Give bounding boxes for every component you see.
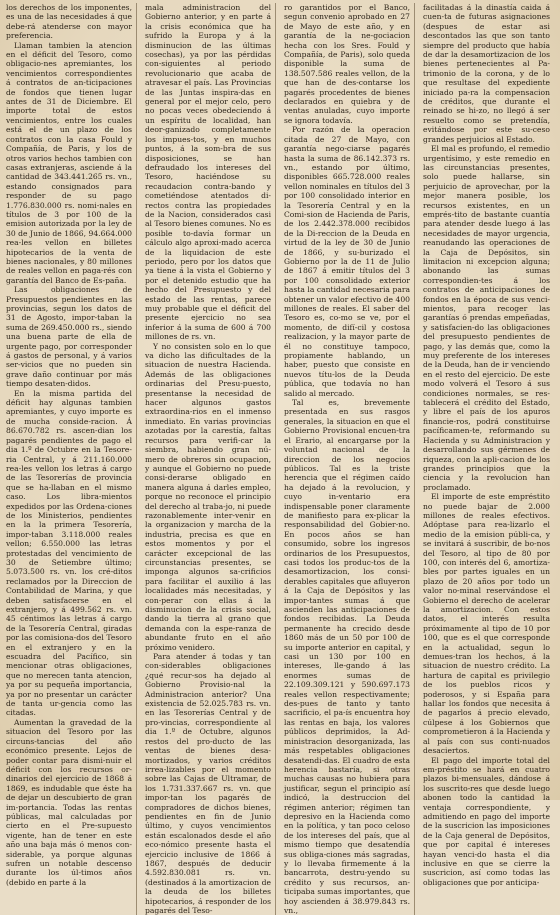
column-3 xyxy=(284,3,415,915)
paragraph: Llaman tambien la atencion en el déficit del Tesoro, como obligacio-nes apremiantes, los vencimientos correspondientes á contratos de an-ticipaciones de fondos que tienen lugar antes de 31 de Diciembre. El importe total de estos vencimientos, entre los cuales está el de un plazo de los contratos con la casa Fould y Compañía, de Paris, y los de otros varios hechos tambien con casas extranjeras, asciende á la cantidad de 343.441.265 rs. vn., estando consignados para responder de su pago 1.776.830.000 rs. nomi-nales en títulos de 3 por 100 de la emision autorizada por la ley de 30 de Junio de 1866, 94.664.000 rea-les vellon en billetes hipotecarios de la venta de bienes nacionales, y 80 millones de reales vellon en paga-rés con garantía del Banco de Es-paña. xyxy=(6,40,132,285)
paragraph: Tal es, brevemente presentada en sus rasgos generales, la situacion en que el Gobierno Provisional encuen-tra el Erario, al encargarse por la voluntad nacional de la direccion de los negocios públicos. Tal es la triste herencia que el régimen caído ha dejado á la revolucion, y cuyo in-ventario era indispensable poner claramente de manifiesto para ex-plicar la responsabilidad del Gobier-no. En pocos años se han consumido, sobre los ingresos ordinarios de los Presupuestos, casi todos los produc-tos de la desamortizacion, los consi-derables capitales que afluyeron á la Caja de Depósitos y las impor-tantes sumas á que ascienden las anticipaciones de fondos recibidas. La Deuda permanente ha crecido desde 1860 más de un 50 por 100 de su importe anterior en capital, y casi un 130 por 100 en intereses, lle-gando á las enormes sumas de 22.109.309.121 y 590.697.173 reales vellon respectivamente; des-pues de tanto y tanto sacrificio, el pa-ís encuentra hoy las rentas en baja, los valores públicos deprimidos, la Ad-ministracion desorganizada, las más respetables obligaciones desatendi-das. El cuadro de esta herencia bastaría, si otras muchas causas no hubiera para justificar, segun el principio así indicó, la destruccion del régimen anterior; régimen tan depresivo en la Hacienda como en la política, y tan poco celoso de los intereses del país, que al mismo tiempo que desatendía sus obliga-ciones más sagradas, y lo llevaba firmemente á la bancarrota, destru-yendo su crédito y sus recursos, an-ticipaba sumas importantes, que hoy ascienden á 38.979.843 rs. vn., xyxy=(284,398,410,915)
paragraph: mala administracion del Gobierno anterior, y en parte á la crisis económica que ha sufrido la Europa y á la disminucion de las últimas cosechas), ya por las pérdidas con-siguientes al periodo revolucionario que acaba de atravesar el país. Las Provincias de las Juntas inspira-das en general por el mejor celo, pero no pocas veces obedeciendo á un espíritu de localidad, han deor-ganizado completamente los impues-tos, y en muchos puntos, á la som-bra de sus disposiciones, se han defraudado los intereses del Tesoro, haciéndose su recaudacion contra-bando y cometiéndose atentados di-rectos contra las propiedades de la Nacion, considerados casi al Tesoro bienes comunes. No es posible to-davía formar un cálculo algo aproxi-mado acerca de la liquidacion de este periodo, pero por los datos que ya tiene á la vista el Gobierno y por el detenido estudio que ha hecho del Presupuesto y del estado de las rentas, parece muy probable que el déficit del presente ejercicio no sea inferior á la suma de 600 á 700 millones de rs. vn. xyxy=(145,3,271,342)
paragraph: Las obligaciones de Presupuestos pendientes en las provincias, segun los datos de 31 de Agosto, impor-taban la suma de 269.450.000 rs., siendo una buena parte de ella de urgente pago, por corresponder á gastos de personal, y á varios ser-vicios que no pueden sin grave daño continuar por más tiempo desaten-didos. xyxy=(6,285,132,389)
paragraph: Y no consisten solo en lo que va dicho las dificultades de la situacion de nuestra Hacienda. Además de las obligaciones ordinarias del Presu-puesto, presentanse la necesidad de hacer algunos gastos extraordina-rios en el inmenso inmediato. En varias provincias azotadas por la carestía, faltas recursos para verifi-car la siembra, habiendo gran nú-mero de obreros sin ocupacion, y aunque el Gobierno no puede consi-derarse obligado en manera alguna á darles empleo, porque no reconoce el principio del derecho al traba-jo, ni puede razonablemente inter-venir en la organizacion y marcha de la industria, precisa es que en estos momentos y por el carácter excepcional de las circunstancias presentes, se imponga algunos sa-crificios para facilitar el auxilio á las localidades más necesitadas, y con-perar con ellas á la disminucion de la crisis social, dando la tierra al grano que demanda con la espe-ranza de abundante fruto en el año próximo venidero. xyxy=(145,341,271,652)
paragraph: El pago del importe total del em-préstito se hará en cuatro plazos bi-mensuales, dándose á los suscrito-res que desde luego abonen todo la cantidad la ventaja correspondiente, y admitiendo en pago del importe de la suscricion las imposiciones de la Caja general de Depósitos, que por capital é intereses hayan venci-do hasta el dia inclusive en que se cierre la suscricion, así como todas las obligaciones que por anticipa- xyxy=(423,755,550,887)
paragraph: Para atender á todas y tan con-siderables obligaciones ¿qué recur-sos ha dejado al Gobierno Provisio-nal la Administracion anterior? Una existencia de 52.025.783 rs. vn. en las Tesorerías Central y de pro-vincias, correspondiente al dia 1.º de Octubre, algunos restos del pro-ducto de las ventas de bienes desa-mortizados, y varios créditos irrea-lizables por el momento sobre las Cajas de Ultramar, de los 1.731.337.667 rs. vn. que impor-tan los pagarés de compradores de dichos bienes, pendientes en fin de Junio último, y cuyos vencimientos están escalonados desde el año eco-nómico presente hasta el ejercicio inclusive de 1866 á 1867, después de deducir 4.592.830.081 rs. vn. (destinados á la amortizacion de la deuda de los billetes hipotecarios, á responder de los pagarés del Teso- xyxy=(145,652,271,915)
paragraph: Aumentan la gravedad de la situacion del Tesoro por las circuns-tancias del año económico presente. Lejos de poder contar para dismi-nuir el déficit con los recursos or-dinarios del ejercicio de 1868 á 1869, es indudable que éste ha de dejar un descubierto de gran im-portancia. Todas las rentas públicas, mal calculadas por cierto en el Pre-supuesto vigente, han de tener en este año una baja más ó menos con-siderable, ya porque algunas sufren un notable descenso durante los úl-timos años (debido en parte á la xyxy=(6,717,132,887)
column-4 xyxy=(423,3,554,915)
column-1 xyxy=(6,3,137,915)
column-2 xyxy=(145,3,276,915)
text-columns xyxy=(6,3,554,915)
paragraph: ro garantidos por el Banco, segun convenio aprobado en 27 de Mayo de este año, y en garantía de la ne-gociacion hecha con los Sres. Fould y Compañía, de Paris), solo queda disponible la suma de 138.507.586 reales vellon, de la que han de des-contarse los pagarés procedentes de bienes declarados en quiebra y de ventas anuladas, cuyo importe se ignora todavía. xyxy=(284,3,410,125)
paragraph: Por razón de la operacion citada de 27 de Mayo, con garantía nego-ciarse pagarés hasta la suma de 86.142.373 rs. vn., estando por último, disponibles 665.728.000 reales vellon nominales en títulos del 3 por 100 consolidado interior en la Tesorería Central y en la Comi-sion de Hacienda de Paris, de los 2.442.378.000 recibidos de la Di-reccion de la Deuda en virtud de la ley de 30 de Junio de 1866, y su-burizado el Gobierno por la de 11 de Julio de 1867 á emitir títulos del 3 por 100 consolidado exterior hasta la cantidad necesaria para obtener un valor efectivo de 400 millones de reales. El saber del Tesoro es, co-mo se ve, por el momento, de difí-cil y costosa realizacion, y la mayor parte de él no constituye tampoco, propiamente hablando, un haber, puesto que consiste en nuevos títu-los de la Deuda pública, que todavía no han salido al mercado. xyxy=(284,125,410,398)
paragraph: los derechos de los imponentes, es una de las necesidades á que debe-rá atenderse con mayor preferencia. xyxy=(6,3,132,41)
paragraph: El importe de este empréstito no puede bajar de 2.000 millones de reales efectivos. Adóptase para rea-lizarlo el medio de la emision públi-ca, y se invitará á suscribir, de bo-nos del Tesoro, al tipo de 80 por 100, con interés del 6, amortiza-bles por partes iguales en un plazo de 20 años por todo un valor no-minal reservándose el Gobierno el derecho de acelerar la amortizacion. Con estos datos, el interés resulta próximamente al tipo de 10 por 100, que es el que corresponde en la actualidad, segun lo demues-tran los hechos, á la situacion de nuestro crédito. La hartura de capital es privilegio de los pueblos ricos y poderosos, y si España para hallar los fondos que necesita á de pagarlos á precio elevado, cúlpese á los Gobiernos que comprometieron á la Hacienda y al país con sus conti-nuados desaciertos. xyxy=(423,492,550,756)
paragraph: facilitadas á la dinastía caida á cuen-ta de futuras asignaciones (despues de estar asi descontados las que son tanto siempre del producto que había de dar la desamortizacion de los bienes pertenecientes al Pa-trimonio de la corona, y de lo que resultase del expediente iniciado pa-ra la compensacion de créditos, que durante el reinado se hi-zo, no llegó á ser resuelto como se pretendía, evitándose por este su-ceso grandes perjuicios al Estado. xyxy=(423,3,550,144)
paragraph: El mal es profundo, el remedio urgentísimo, y este remedio en las circunstancias presentes, solo puede hallarse, sin perjuicio de aprovechar, por la mejor manera posible, los recursos existentes, en un emprés-tito de bastante cuantía para atender desde luego á las necesidades de mayor urgencia, reanudando las operaciones de la Caja de Depósitos, sin limitacion ni excepcion alguna; abonando las sumas correspondien-tes á los contratos de anticipaciones de fondos en la época de sus venci-mientos, para recoger las garantías ó prendas empeñadas, y satisfacien-do las obligaciones del presupuesto pendientes de pago, y las demás que, como la muy preferente de los intereses de la Deuda, han de ir venciendo en el resto del ejercicio. De este modo volverá el Tesoro á sus condiciones normales, se res-tablecerá el crédito del Estado, y libre el país de los apuros financie-ros, podrá constituirse pacíficamen-te, reformando su Hacienda y su Administracion y desarrollando sus gérmenes de riqueza, con la apli-cacion de los grandes principios que la ciencia y la revolucion han proclamado. xyxy=(423,144,550,492)
paragraph: En la misma partida del déficit hay algunas tambien apremiantes, y cuyo importe es de mucha conside-racion. Á 86.670.782 rs. ascen-dian los pagarés pendientes de pago el dia 1.º de Octubre en la Tesore-ria Central, y á 211.160.000 rea-les vellon los letras á cargo de las Tesorerías de provincia que se ha-llaban en el mismo caso. Los libra-mientos expedidos por las Ordena-ciones de los Ministerios, pendientes en la la primera Tesorería, impor-taban 3.118.000 reales vellon; 6.550.000 las letras protestadas del vencimiento de 30 de Setiembre último; 5.073.500 rs. vn. los cré-ditos reclamados por la Direccion de Contabilidad de Marina, y que deben satisfacerse en el extranjero, y á 499.562 rs. vn. 45 céntimos las letras á cargo de la Tesorería Central, giradas por las comisiona-dos del Tesoro en el extranjero y en la escuadra del Pacífico, sin mencionar otras obligaciones, que no merecen tanta atencion, ya por su pequeña importancia, ya por no presentar un carácter de tanta ur-gencia como las citadas. xyxy=(6,388,132,718)
